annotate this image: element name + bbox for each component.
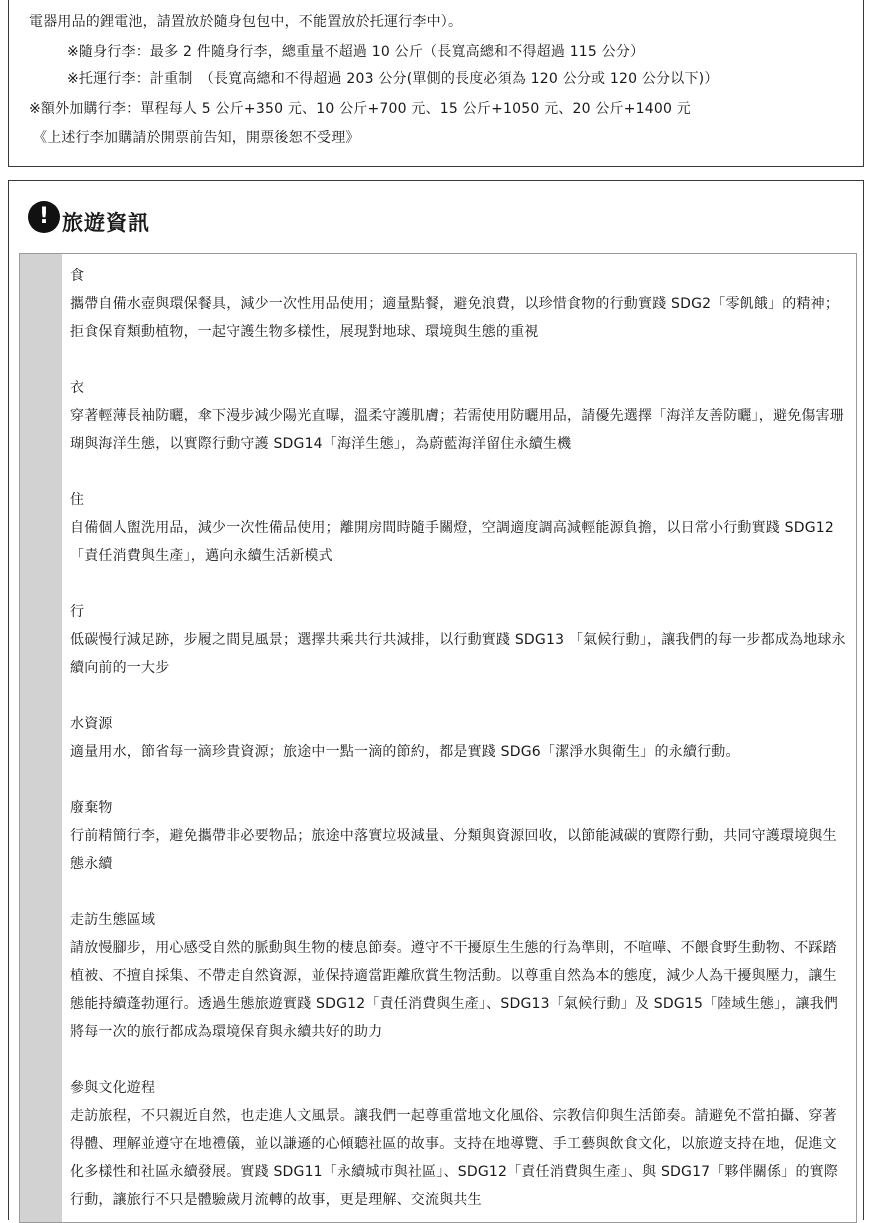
section-title: 住 [70, 492, 85, 508]
baggage-notice-box [8, 0, 864, 167]
travel-info-title: 旅遊資訊 [62, 211, 150, 235]
section-culture-tours [70, 1074, 848, 1214]
section-body: 請放慢腳步，用心感受自然的脈動與生物的棲息節奏。遵守不干擾原生生態的行為準則，不喧嘩、不餵食野生動物、不踩踏植被、不擅自採集、不帶走自然資源，並保持適當距離欣賞生物活動。以尊重自然為本的態度，減少人為干擾與壓力，讓生態能持續蓬勃運行。透過生態旅遊實踐 SDG12「責任消費與生產」、SDG13「氣候行動」及 SDG15「陸域生態」，讓我們將每一次的旅行都成為環境保育與永續共好的助力 [70, 940, 839, 1040]
lithium-battery-note: 電器用品的鋰電池，請置放於隨身包包中，不能置放於托運行李中）。 [29, 14, 463, 30]
section-body: 走訪旅程，不只親近自然，也走進人文風景。讓我們一起尊重當地文化風俗、宗教信仰與生活節奏。請避免不當拍攝、穿著得體、理解並遵守在地禮儀，並以謙遜的心傾聽社區的故事。支持在地導覽、手工藝與飲食文化，以旅遊支持在地，促進文化多樣性和社區永續發展。實踐 SDG11「永續城市與社區」、SDG12「責任消費與生產」、與 SDG17「夥伴關係」的實際行動，讓旅行不只是體驗歲月流轉的故事，更是理解、交流與共生 [70, 1108, 839, 1208]
travel-info-content [62, 254, 856, 1222]
baggage-purchase-note: 《上述行李加購請於開票前告知，開票後恕不受理》 [33, 130, 360, 146]
section-clothing [70, 374, 848, 458]
section-body: 穿著輕薄長袖防曬，傘下漫步減少陽光直曝，溫柔守護肌膚；若需使用防曬用品，請優先選擇「海洋友善防曬」，避免傷害珊瑚與海洋生態，以實際行動守護 SDG14「海洋生態」，為蔚藍海洋留住永續生機 [70, 408, 844, 452]
section-body: 適量用水，節省每一滴珍貴資源；旅途中一點一滴的節約，都是實踐 SDG6「潔淨水與衛生」的永續行動。 [70, 744, 740, 760]
travel-info-content-frame [19, 253, 857, 1223]
section-eco-areas [70, 906, 848, 1046]
section-body: 自備個人盥洗用品，減少一次性備品使用；離開房間時隨手關燈，空調適度調高減輕能源負擔，以日常小行動實踐 SDG12「責任消費與生產」，邁向永續生活新模式 [70, 520, 834, 564]
section-lodging [70, 486, 848, 570]
extra-baggage-pricing: ※額外加購行李：單程每人 5 公斤+350 元、10 公斤+700 元、15 公斤+1050 元、20 公斤+1400 元 [29, 101, 691, 117]
section-transport [70, 598, 848, 682]
section-body: 行前精簡行李，避免攜帶非必要物品；旅途中落實垃圾減量、分類與資源回收，以節能減碳的實際行動，共同守護環境與生態永續 [70, 828, 837, 872]
section-body: 攜帶自備水壺與環保餐具，減少一次性用品使用；適量點餐，避免浪費，以珍惜食物的行動實踐 SDG2「零飢餓」的精神；拒食保育類動植物，一起守護生物多樣性，展現對地球、環境與生態的重視 [70, 296, 840, 340]
section-title: 廢棄物 [70, 800, 113, 816]
section-title: 水資源 [70, 716, 113, 732]
section-body: 低碳慢行減足跡，步履之間見風景；選擇共乘共行共減排，以行動實踐 SDG13 「氣候行動」，讓我們的每一步都成為地球永續向前的一大步 [70, 632, 846, 676]
section-waste [70, 794, 848, 878]
travel-info-header [28, 197, 150, 237]
side-bar-decoration [20, 254, 62, 1222]
section-water [70, 710, 848, 766]
section-title: 參與文化遊程 [70, 1080, 156, 1096]
exclamation-circle-icon: ! [28, 201, 60, 233]
checked-baggage-rule: ※托運行李：計重制 （長寬高總和不得超過 203 公分(單側的長度必須為 120 公分或 120 公分以下)） [67, 71, 719, 87]
section-title: 衣 [70, 380, 85, 396]
section-food [70, 262, 848, 346]
section-title: 走訪生態區域 [70, 912, 156, 928]
travel-info-box [8, 180, 864, 1220]
section-title: 食 [70, 268, 85, 284]
carry-on-baggage-rule: ※隨身行李：最多 2 件隨身行李，總重量不超過 10 公斤（長寬高總和不得超過 115 公分） [67, 44, 645, 60]
section-title: 行 [70, 604, 85, 620]
